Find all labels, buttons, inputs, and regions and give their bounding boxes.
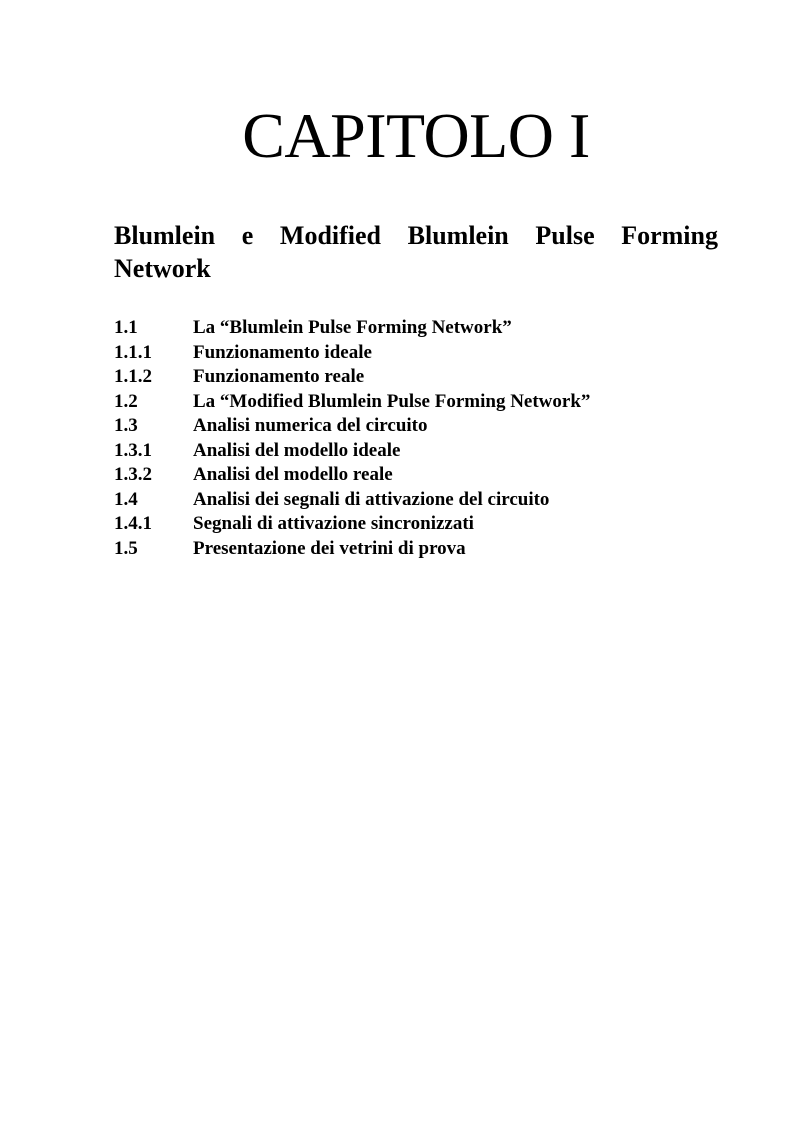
toc-entry-title: Funzionamento reale: [193, 366, 365, 387]
toc-entry-title: Analisi dei segnali di attivazione del circuito: [193, 488, 550, 510]
toc-entry-number: 1.5: [114, 537, 138, 559]
toc-entry-title: Analisi del modello ideale: [193, 439, 401, 461]
toc-entry: [114, 537, 734, 562]
table-of-contents: [114, 316, 734, 561]
toc-entry: [114, 439, 734, 464]
toc-entry: [114, 463, 734, 488]
toc-entry-title: Analisi numerica del circuito: [193, 415, 428, 436]
toc-entry-number: 1.1.2: [114, 366, 152, 387]
toc-entry-number: 1.3.1: [114, 439, 152, 461]
toc-entry-number: 1.1.1: [114, 341, 152, 363]
toc-entry-number: 1.1: [114, 317, 138, 338]
toc-entry-title: Presentazione dei vetrini di prova: [193, 537, 466, 559]
toc-entry-title: Segnali di attivazione sincronizzati: [193, 513, 474, 534]
toc-entry-number: 1.2: [114, 390, 138, 412]
toc-entry-title: La “Modified Blumlein Pulse Forming Network”: [193, 390, 591, 412]
toc-entry: [114, 414, 734, 439]
toc-entry: [114, 341, 734, 366]
toc-entry-number: 1.4.1: [114, 513, 152, 534]
toc-entry: [114, 390, 734, 415]
toc-entry: [114, 512, 734, 537]
toc-entry: [114, 488, 734, 513]
toc-entry-number: 1.3: [114, 415, 138, 436]
toc-entry: [114, 365, 734, 390]
toc-entry: [114, 316, 734, 341]
toc-entry-title: Funzionamento ideale: [193, 341, 372, 363]
toc-entry-title: Analisi del modello reale: [193, 464, 393, 485]
chapter-title: CAPITOLO I: [242, 100, 590, 171]
toc-entry-title: La “Blumlein Pulse Forming Network”: [193, 317, 512, 338]
chapter-subtitle: Blumlein e Modified Blumlein Pulse Forming Network: [114, 221, 718, 283]
toc-entry-number: 1.4: [114, 488, 138, 510]
toc-entry-number: 1.3.2: [114, 464, 152, 485]
